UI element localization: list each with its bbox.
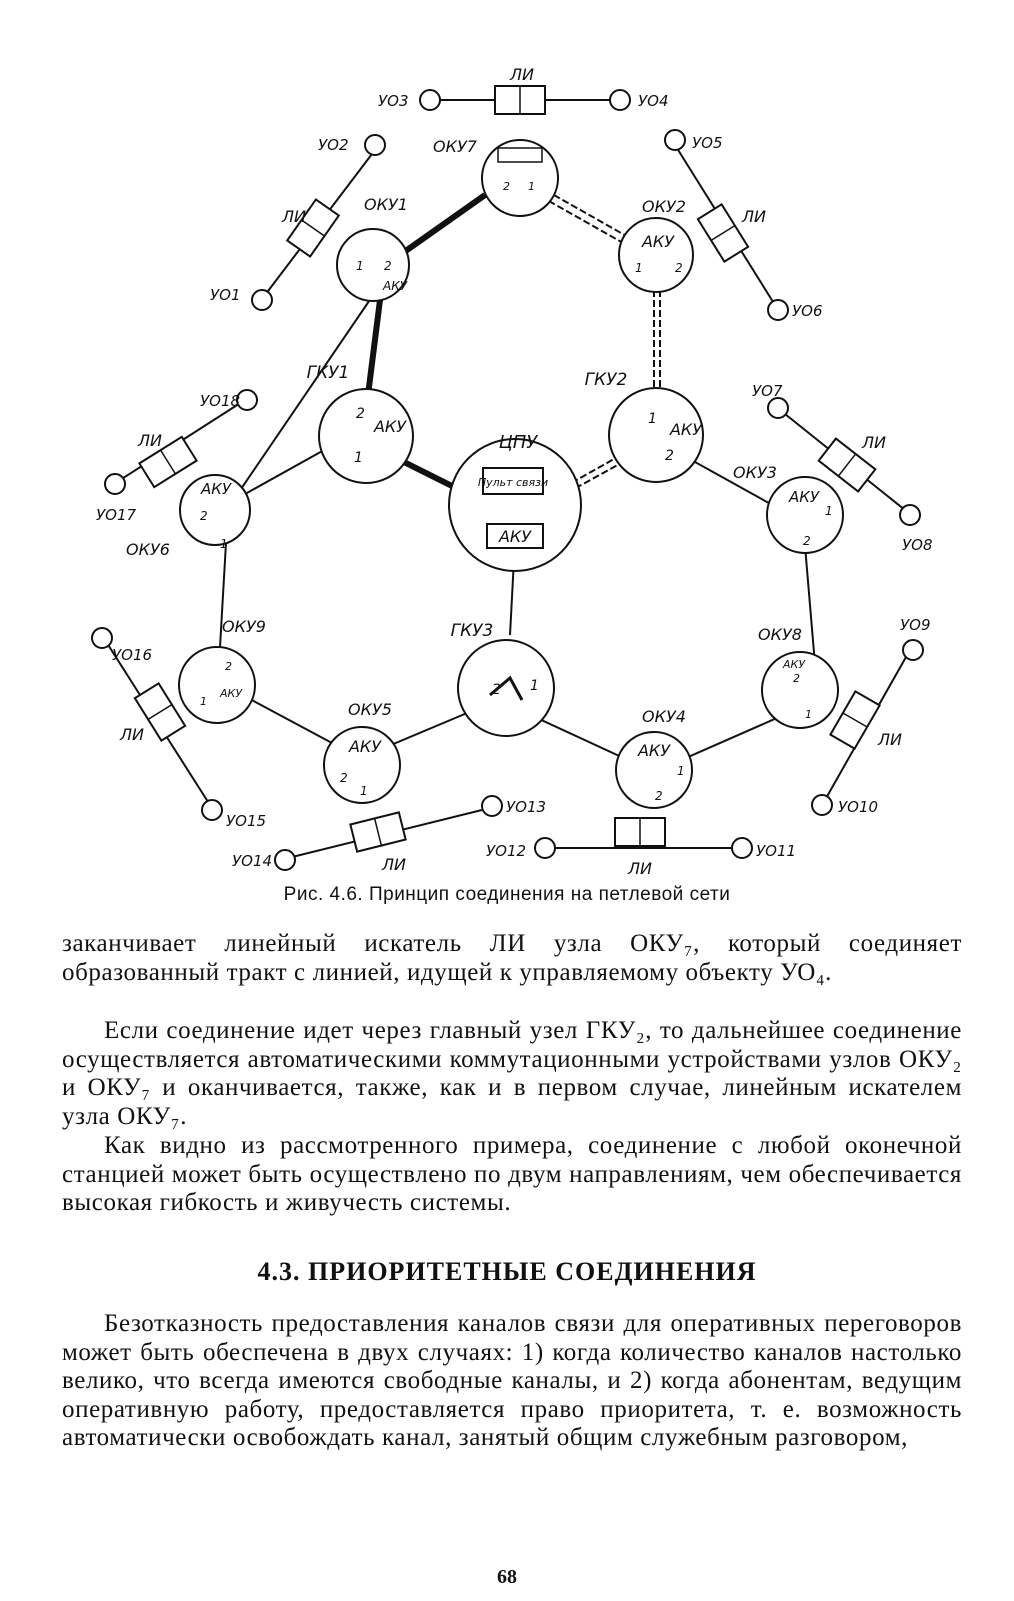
li-label: ЛИ bbox=[120, 725, 144, 744]
gku1-port2: 2 bbox=[356, 406, 365, 422]
node-oku1 bbox=[337, 195, 409, 301]
object-label-uo4: УО4 bbox=[638, 92, 669, 110]
object-label-uo3: УО3 bbox=[378, 92, 409, 110]
gku1-label: ГКУ1 bbox=[306, 363, 350, 383]
node-oku6 bbox=[126, 475, 250, 559]
oku6-port2: 2 bbox=[200, 509, 208, 523]
object-label-uo6: УО6 bbox=[792, 302, 823, 320]
oku9-label: ОКУ9 bbox=[222, 617, 266, 636]
oku3-label: ОКУ3 bbox=[733, 463, 777, 482]
oku4-port2: 2 bbox=[655, 789, 663, 803]
object-label-uo15: УО15 bbox=[226, 812, 267, 830]
object-label-uo5: УО5 bbox=[692, 134, 723, 152]
oku6-label: ОКУ6 bbox=[126, 540, 170, 559]
gku3-port1: 1 bbox=[530, 678, 539, 694]
gku2-device: АКУ bbox=[669, 420, 703, 439]
oku3-port1: 1 bbox=[825, 504, 833, 518]
node-oku9 bbox=[179, 617, 266, 723]
li-label: ЛИ bbox=[878, 730, 902, 749]
oku3-device: АКУ bbox=[788, 488, 820, 506]
li-label: ЛИ bbox=[382, 855, 406, 874]
object-label-uo9: УО9 bbox=[900, 616, 931, 634]
gku3-port2: 2 bbox=[492, 682, 501, 698]
main-node-gku1 bbox=[307, 363, 413, 483]
li-label: ЛИ bbox=[282, 207, 306, 226]
oku2-label: ОКУ2 bbox=[642, 197, 686, 216]
oku2-port1: 1 bbox=[635, 261, 643, 275]
oku9-port1: 1 bbox=[200, 695, 207, 708]
object-label-uo16: УО16 bbox=[112, 646, 153, 664]
oku4-device: АКУ bbox=[637, 741, 671, 760]
oku3-port2: 2 bbox=[803, 534, 811, 548]
gku2-label: ГКУ2 bbox=[584, 370, 628, 390]
object-label-uo10: УО10 bbox=[838, 798, 879, 816]
page-number: 68 bbox=[497, 1566, 517, 1588]
li-label: ЛИ bbox=[742, 207, 766, 226]
node-oku2 bbox=[619, 197, 693, 292]
object-label-uo8: УО8 bbox=[902, 536, 933, 554]
li-label: ЛИ bbox=[510, 65, 534, 84]
node-oku7 bbox=[433, 137, 558, 216]
oku9-device: АКУ bbox=[220, 687, 243, 700]
node-oku5 bbox=[324, 700, 400, 803]
oku8-label: ОКУ8 bbox=[758, 625, 802, 644]
node-oku3 bbox=[733, 463, 843, 553]
object-label-uo1: УО1 bbox=[210, 286, 241, 304]
oku1-device: АКУ bbox=[383, 279, 408, 293]
object-label-uo18: УО18 bbox=[200, 392, 241, 410]
gku1-device: АКУ bbox=[373, 417, 407, 436]
oku2-device: АКУ bbox=[641, 232, 675, 251]
gku2-port1: 1 bbox=[648, 411, 657, 427]
paragraph-3: Как видно из рассмотренного примера, соединение с любой оконечной станцией может быть осуществлено по двум направлениям, чем обеспечивается высокая гибкость и живучесть системы. bbox=[62, 1132, 962, 1217]
section-heading: 4.3. ПРИОРИТЕТНЫЕ СОЕДИНЕНИЯ bbox=[257, 1257, 757, 1286]
oku8-device: АКУ bbox=[783, 658, 806, 671]
main-node-gku3 bbox=[451, 621, 554, 736]
oku1-label: ОКУ1 bbox=[364, 195, 408, 214]
oku1-port2: 2 bbox=[384, 259, 392, 273]
oku2-port2: 2 bbox=[675, 261, 683, 275]
object-label-uo11: УО11 bbox=[756, 842, 797, 860]
oku6-device: АКУ bbox=[200, 480, 232, 498]
paragraph-4: Безотказность предоставления каналов связи для оперативных переговоров может быть обеспечена в двух случаях: 1) когда количество каналов настолько велико, что всегда имеются свободные каналы, и 2) когда абонентам, ведущим оперативную работу, предоставляется право приоритета, т. е. возможность автоматически освобождать канал, занятый общим служебным разговором, bbox=[62, 1310, 962, 1452]
oku7-port1: 1 bbox=[528, 180, 535, 193]
object-label-uo7: УО7 bbox=[752, 382, 783, 400]
oku7-label: ОКУ7 bbox=[433, 137, 477, 156]
node-oku8 bbox=[758, 625, 838, 728]
oku8-port1: 1 bbox=[805, 708, 812, 721]
oku8-port2: 2 bbox=[793, 672, 800, 685]
oku6-port1: 1 bbox=[220, 537, 228, 551]
object-label-uo12: УО12 bbox=[486, 842, 527, 860]
figure-caption: Рис. 4.6. Принцип соединения на петлевой сети bbox=[283, 884, 731, 905]
object-label-uo17: УО17 bbox=[96, 506, 137, 524]
cpu-device-label: АКУ bbox=[498, 527, 532, 546]
oku5-label: ОКУ5 bbox=[348, 700, 392, 719]
gku2-port2: 2 bbox=[665, 448, 674, 464]
gku3-label: ГКУ3 bbox=[450, 621, 494, 641]
oku7-port2: 2 bbox=[503, 180, 510, 193]
paragraph-1: заканчивает линейный искатель ЛИ узла ОКУ₇, который соединяет образованный тракт с линией, идущей к управляемому объекту УО₄. bbox=[62, 930, 962, 986]
cpu-label: ЦПУ bbox=[498, 432, 538, 453]
console-label: Пульт связи bbox=[477, 476, 549, 489]
oku5-device: АКУ bbox=[348, 737, 382, 756]
paragraph-2: Если соединение идет через главный узел ГКУ₂, то дальнейшее соединение осуществляется автоматическими коммутационными устройствами узлов ОКУ₂ и ОКУ₇ и оканчивается, также, как и в первом случае, линейным искателем узла ОКУ₇. bbox=[62, 1017, 962, 1130]
center-node-cpu bbox=[449, 432, 581, 571]
object-label-uo2: УО2 bbox=[318, 136, 349, 154]
oku5-port1: 1 bbox=[360, 784, 368, 798]
oku9-port2: 2 bbox=[225, 660, 232, 673]
gku1-port1: 1 bbox=[354, 450, 363, 466]
oku5-port2: 2 bbox=[340, 771, 348, 785]
oku1-port1: 1 bbox=[356, 259, 364, 273]
oku4-port1: 1 bbox=[677, 764, 685, 778]
oku4-label: ОКУ4 bbox=[642, 707, 686, 726]
node-oku4 bbox=[616, 707, 692, 808]
li-label: ЛИ bbox=[862, 433, 886, 452]
object-label-uo14: УО14 bbox=[232, 852, 273, 870]
li-label: ЛИ bbox=[628, 859, 652, 878]
li-label: ЛИ bbox=[138, 431, 162, 450]
object-label-uo13: УО13 bbox=[506, 798, 547, 816]
